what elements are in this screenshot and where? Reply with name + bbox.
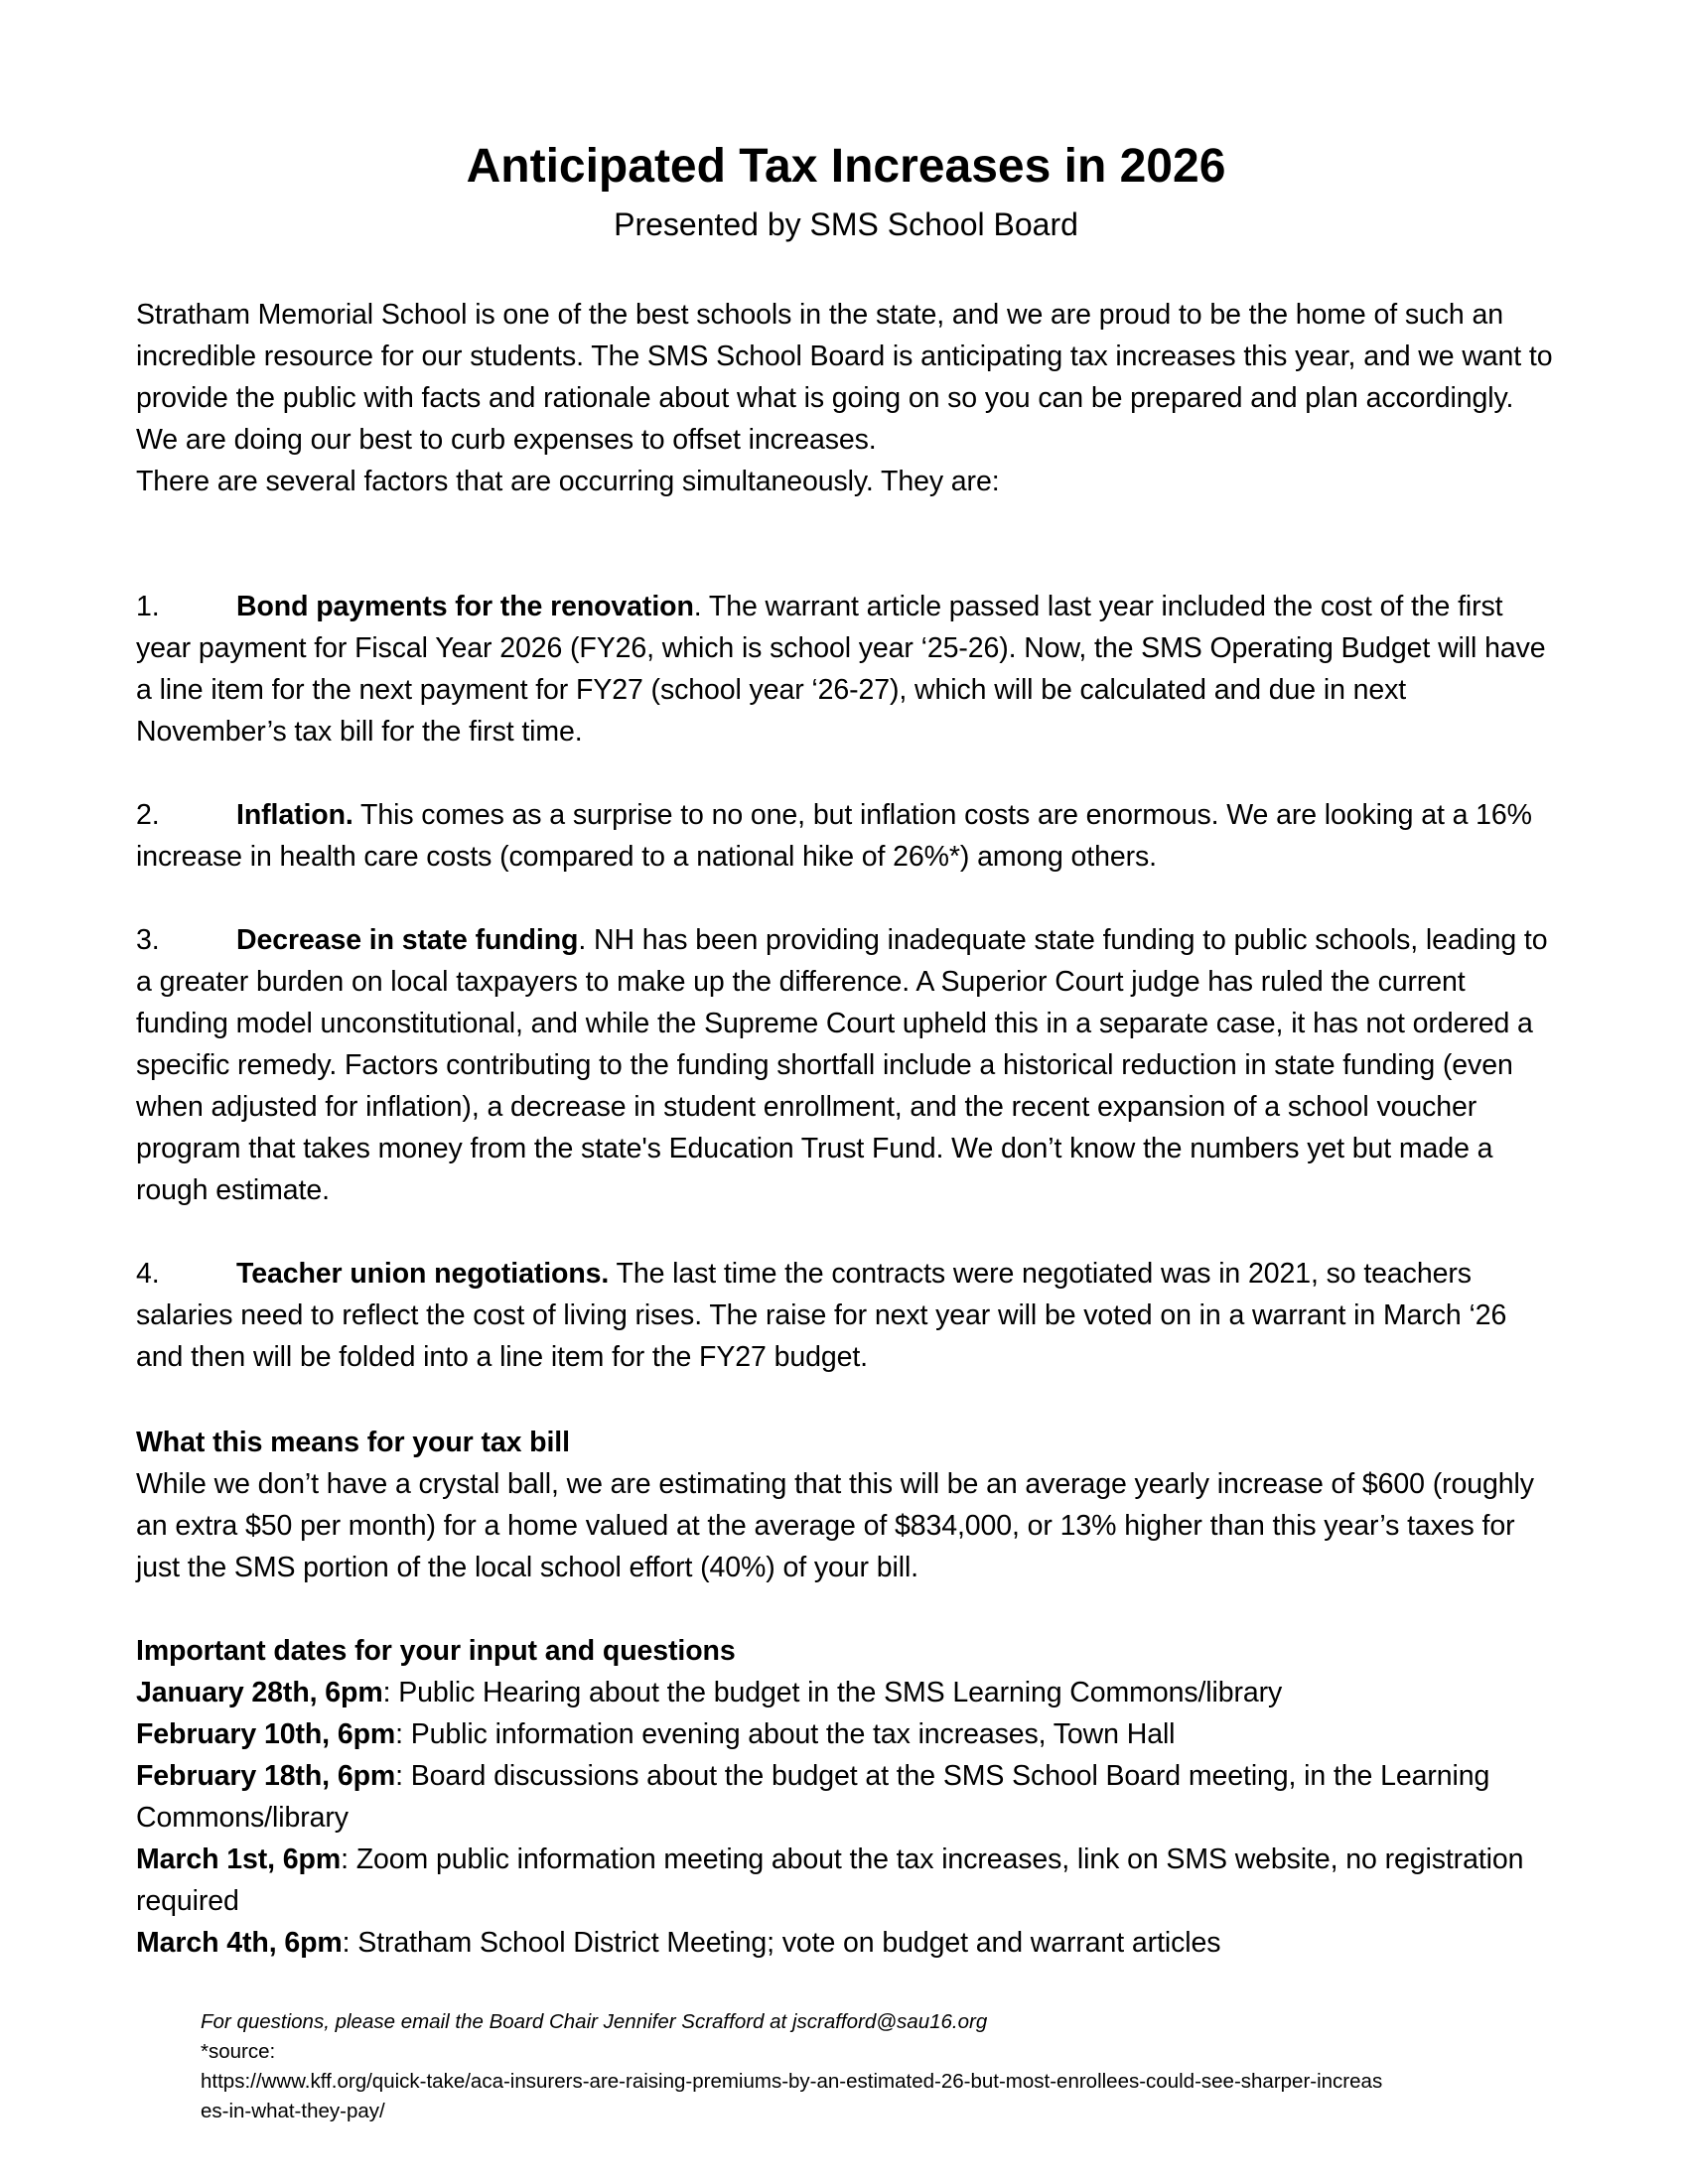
- factors-lead: There are several factors that are occurring simultaneously. They are:: [136, 466, 1000, 497]
- date-item: [136, 1839, 1556, 1922]
- tax-bill-heading: What this means for your tax bill: [136, 1427, 570, 1458]
- date-label: March 1st, 6pm: [136, 1843, 342, 1875]
- factor-number: 3.: [136, 924, 160, 956]
- factor-text: This comes as a surprise to no one, but inflation costs are enormous. We are looking at a 16% increase in health care costs (compared to a national hike of 26%*) among others.: [136, 799, 1532, 873]
- date-label: January 28th, 6pm: [136, 1677, 383, 1708]
- page-title: Anticipated Tax Increases in 2026: [466, 140, 1226, 193]
- factor-heading: Bond payments for the renovation: [236, 591, 694, 622]
- dates-section: [136, 1630, 1556, 1964]
- date-description: : Board discussions about the budget at the SMS School Board meeting, in the Learning Commons/library: [136, 1760, 1490, 1834]
- source-label: *source:: [201, 2040, 276, 2063]
- date-item: [136, 1713, 1556, 1755]
- factor-heading: Inflation.: [236, 799, 353, 831]
- date-description: : Zoom public information meeting about the tax increases, link on SMS website, no registration required: [136, 1843, 1524, 1917]
- date-label: February 10th, 6pm: [136, 1718, 396, 1750]
- source-url-line-1: https://www.kff.org/quick-take/aca-insurers-are-raising-premiums-by-an-estimated-26-but-most-enrollees-could-see-sharper-increas: [201, 2070, 1383, 2093]
- date-item: [136, 1672, 1556, 1713]
- dates-heading: Important dates for your input and questions: [136, 1635, 736, 1667]
- footer-notes: [201, 2007, 1531, 2126]
- factor-text: The last time the contracts were negotiated was in 2021, so teachers salaries need to reflect the cost of living rises. The raise for next year will be voted on in a warrant in March ‘26 and then will be folded into a line item for the FY27 budget.: [136, 1258, 1507, 1373]
- date-description: : Public information evening about the tax increases, Town Hall: [395, 1718, 1176, 1750]
- intro-paragraph: Stratham Memorial School is one of the best schools in the state, and we are proud to be the home of such an incredible resource for our students. The SMS School Board is anticipating tax increases this year, and we want to provide the public with facts and rationale about what is going on so you can be prepared and plan accordingly. We are doing our best to curb expenses to offset increases.: [136, 299, 1553, 456]
- date-description: : Public Hearing about the budget in the SMS Learning Commons/library: [382, 1677, 1283, 1708]
- tax-bill-section: [136, 1422, 1556, 1588]
- contact-note: For questions, please email the Board Chair Jennifer Scrafford at jscrafford@sau16.org: [201, 2010, 988, 2033]
- factor-heading: Teacher union negotiations.: [236, 1258, 610, 1290]
- tax-bill-text: While we don’t have a crystal ball, we are estimating that this will be an average yearly increase of $600 (roughly an extra $50 per month) for a home valued at the average of $834,000, or 13% higher than this year’s taxes for just the SMS portion of the local school effort (40%) of your bill.: [136, 1468, 1534, 1583]
- factor-item-4: [136, 1253, 1556, 1378]
- factor-number: 1.: [136, 591, 160, 622]
- page-subtitle: Presented by SMS School Board: [614, 206, 1078, 242]
- factor-item-1: [136, 586, 1556, 752]
- date-label: February 18th, 6pm: [136, 1760, 396, 1792]
- factor-heading: Decrease in state funding: [236, 924, 579, 956]
- date-item: [136, 1755, 1556, 1839]
- date-description: : Stratham School District Meeting; vote on budget and warrant articles: [342, 1927, 1221, 1959]
- date-item: [136, 1922, 1556, 1964]
- factor-number: 2.: [136, 799, 160, 831]
- factor-item-2: [136, 794, 1556, 878]
- factor-number: 4.: [136, 1258, 160, 1290]
- factor-text: . The warrant article passed last year included the cost of the first year payment for Fiscal Year 2026 (FY26, which is school year ‘25-26). Now, the SMS Operating Budget will have a line item for the next payment for FY27 (school year ‘26-27), which will be calculated and due in next November’s tax bill for the first time.: [136, 591, 1546, 748]
- date-label: March 4th, 6pm: [136, 1927, 343, 1959]
- source-url-line-2: es-in-what-they-pay/: [201, 2100, 385, 2122]
- factor-item-3: [136, 919, 1556, 1211]
- source-link[interactable]: [201, 2067, 1531, 2126]
- factor-text: . NH has been providing inadequate state funding to public schools, leading to a greater burden on local taxpayers to make up the difference. A Superior Court judge has ruled the current funding model unconstitutional, and while the Supreme Court upheld this in a separate case, it has not ordered a specific remedy. Factors contributing to the funding shortfall include a historical reduction in state funding (even when adjusted for inflation), a decrease in student enrollment, and the recent expansion of a school voucher program that takes money from the state's Education Trust Fund. We don’t know the numbers yet but made a rough estimate.: [136, 924, 1548, 1206]
